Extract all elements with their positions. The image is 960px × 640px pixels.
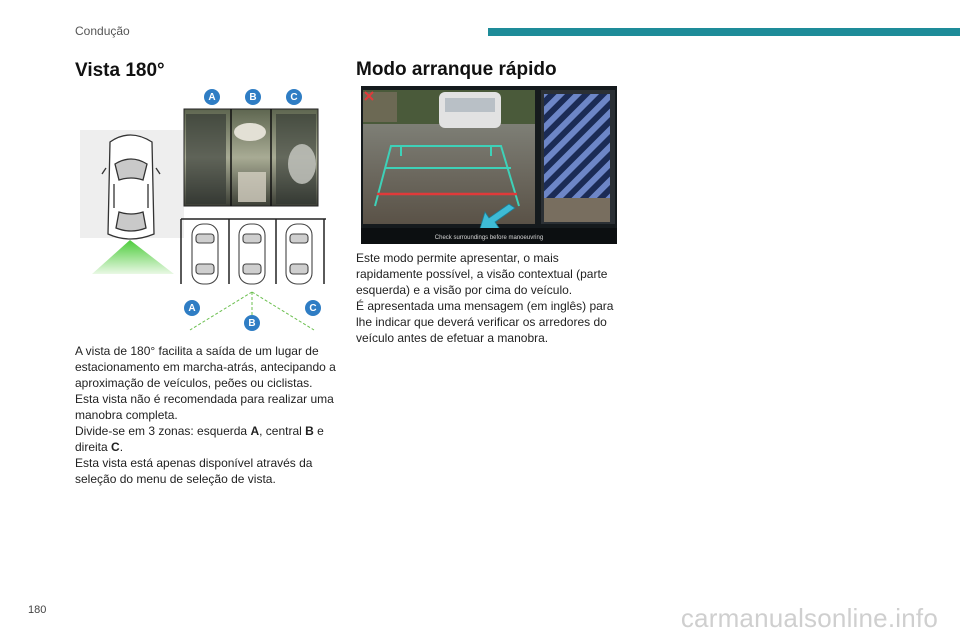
p3-mid2: e direita (75, 424, 324, 454)
section-label: Condução (75, 24, 130, 38)
quick-start-paragraph-2: É apresentada uma mensagem (em inglês) para lhe indicar que deverá verificar os arredores do veículo antes de efetuar a manobra. (356, 299, 614, 345)
vista-180-paragraph-4: Esta vista está apenas disponível através da seleção do menu de seleção de vista. (75, 456, 313, 486)
vista-180-paragraph-3 (75, 423, 337, 455)
p3-prefix: Divide-se em 3 zonas: esquerda (75, 424, 251, 438)
parked-car-left (192, 224, 218, 284)
quick-start-camera-screen (361, 86, 617, 244)
vista-180-title: Vista 180° (75, 60, 165, 81)
vista-180-illustration (80, 84, 336, 336)
zone-c-label: C (111, 440, 120, 454)
zone-badge-b-bottom: B (244, 315, 260, 331)
screen-message-text: Check surroundings before manoeuvring (434, 235, 544, 241)
watermark: carmanualsonline.info (680, 603, 938, 633)
vista-180-paragraph-1: A vista de 180° facilita a saída de um lugar de estacionamento em marcha-atrás, antecipando a aproximação de veículos, peões ou ciclistas. (75, 344, 336, 390)
zone-badge-c-bottom: C (305, 300, 321, 316)
zone-b-label: B (305, 424, 314, 438)
modo-arranque-rapido-title: Modo arranque rápido (356, 59, 557, 80)
car-top-view-icon (102, 135, 160, 239)
zone-badge-a-top: A (204, 89, 220, 105)
quick-start-paragraph-1: Este modo permite apresentar, o mais rapidamente possível, a visão contextual (parte esquerda) e a visão por cima do veículo. (356, 251, 608, 297)
parked-cars (192, 224, 312, 284)
top-view-hatched-panel (544, 94, 610, 198)
zone-a-label: A (250, 424, 260, 438)
p3-suffix: . (119, 440, 124, 454)
p3-mid1: , central (259, 424, 306, 438)
zone-badge-b-top: B (245, 89, 261, 105)
parked-car-center (239, 224, 265, 284)
rear-camera-cone (92, 240, 174, 274)
quick-start-description (356, 250, 620, 346)
page-number: 180 (28, 604, 47, 616)
zone-badge-a-bottom: A (184, 300, 200, 316)
vista-180-description (75, 343, 337, 487)
parked-car-right (286, 224, 312, 284)
zone-badge-c-top: C (286, 89, 302, 105)
header-accent-bar (488, 28, 960, 36)
vista-180-paragraph-2: Esta vista não é recomendada para realizar uma manobra completa. (75, 392, 334, 422)
